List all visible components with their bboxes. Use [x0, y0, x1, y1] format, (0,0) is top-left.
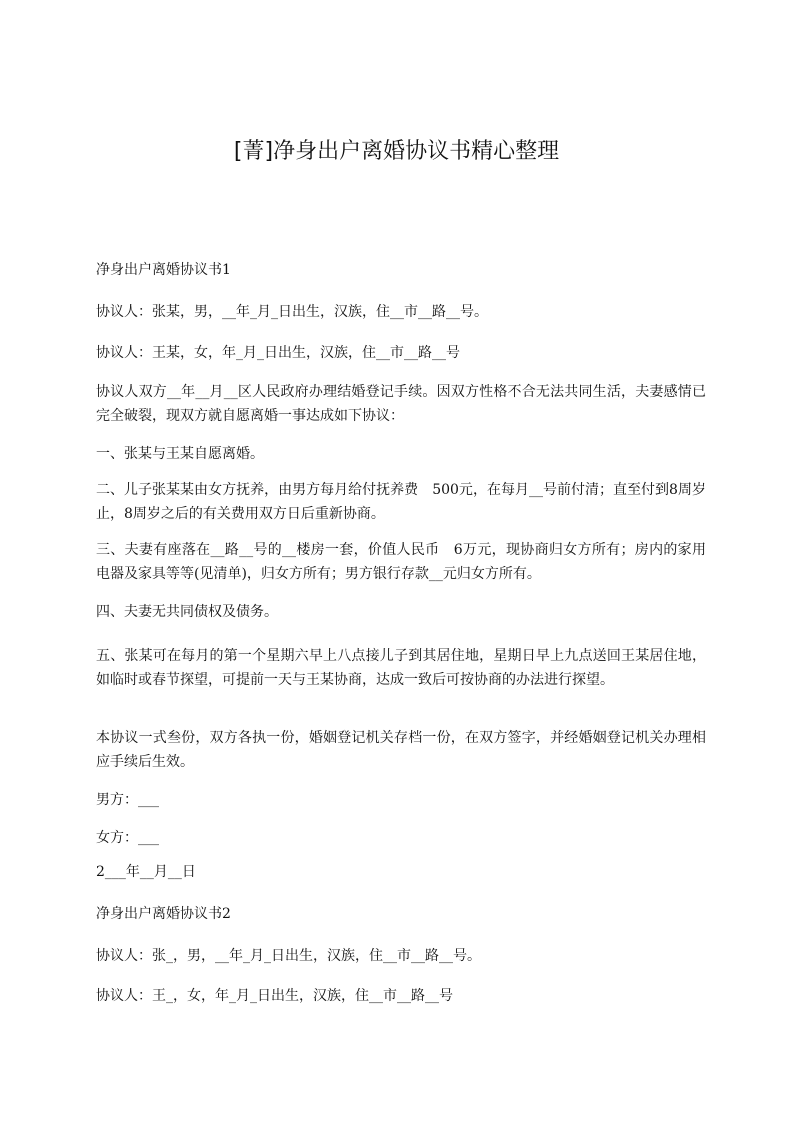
party-male-line: 协议人：张某，男，__年_月_日出生，汉族，住__市__路__号。 — [96, 304, 488, 320]
clause-2: 二、儿子张某某由女方抚养，由男方每月给付抚养费 500元，在每月__号前付清；直至付到8周岁止，8周岁之后的有关费用双方日后重新协商。 — [96, 482, 706, 522]
section-heading-agreement-1: 净身出户离婚协议书1 — [96, 262, 231, 278]
agreement-preamble: 协议人双方__年__月__区人民政府办理结婚登记手续。因双方性格不合无法共同生活，夫妻感情已完全破裂，现双方就自愿离婚一事达成如下协议： — [96, 384, 706, 424]
party-male-line-2: 协议人：张_，男，__年_月_日出生，汉族，住__市__路__号。 — [96, 948, 481, 964]
section-heading-agreement-2: 净身出户离婚协议书2 — [96, 906, 231, 922]
party-female-line: 协议人：王某，女，年_月_日出生，汉族，住__市__路__号 — [96, 345, 460, 361]
clause-3: 三、夫妻有座落在__路__号的__楼房一套，价值人民币 6万元，现协商归女方所有；房内的家用电器及家具等等(见清单)，归女方所有；男方银行存款__元归女方所有。 — [96, 542, 706, 582]
signature-date: 2___年__月__日 — [96, 864, 196, 880]
party-female-line-2: 协议人：王_，女，年_月_日出生，汉族，住__市__路__号 — [96, 988, 453, 1004]
clause-1: 一、张某与王某自愿离婚。 — [96, 446, 264, 462]
signature-male: 男方：___ — [96, 792, 159, 808]
signature-female: 女方：___ — [96, 830, 159, 846]
clause-4: 四、夫妻无共同债权及债务。 — [96, 604, 278, 620]
document-title: [菁]净身出户离婚协议书精心整理 — [233, 139, 560, 164]
clause-5: 五、张某可在每月的第一个星期六早上八点接儿子到其居住地，星期日早上九点送回王某居住地，如临时或春节探望，可提前一天与王某协商，达成一致后可按协商的办法进行探望。 — [96, 648, 706, 688]
effect-clause: 本协议一式叁份，双方各执一份，婚姻登记机关存档一份，在双方签字，并经婚姻登记机关办理相应手续后生效。 — [96, 730, 706, 770]
